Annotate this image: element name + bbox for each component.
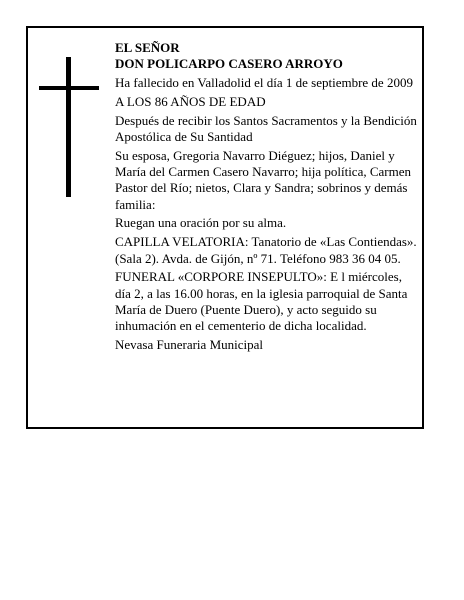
- family-list: Su esposa, Gregoria Navarro Diéguez; hijos, Daniel y María del Carmen Casero Navarro; hija política, Carmen Pastor del Río; nietos, Clara y Sandra; sobrinos y demás familia:: [115, 147, 412, 212]
- deceased-title: EL SEÑOR: [115, 40, 180, 55]
- funeral-home: Nevasa Funeraria Municipal: [115, 337, 264, 353]
- chapel-info: CAPILLA VELATORIA: Tanatorio de «Las Contiendas». (Sala 2). Avda. de Gijón, nº 71. Teléfono 983 36 04 05.: [115, 234, 417, 266]
- death-info: Ha fallecido en Valladolid el día 1 de septiembre de 2009: [115, 75, 413, 91]
- cross-vertical-bar: [66, 57, 71, 197]
- prayer-line: Ruegan una oración por su alma.: [115, 215, 287, 231]
- obituary-notice: [26, 26, 424, 429]
- obituary-text: [115, 40, 420, 356]
- age-line: A LOS 86 AÑOS DE EDAD: [115, 93, 266, 109]
- funeral-info: FUNERAL «CORPORE INSEPULTO»: E l miércoles, día 2, a las 16.00 horas, en la iglesia parroquial de Santa María de Duero (Puente Duero), y acto seguido su inhumación en el cementerio de dicha localidad.: [115, 269, 408, 334]
- deceased-name: DON POLICARPO CASERO ARROYO: [115, 56, 343, 72]
- sacraments-line: Después de recibir los Santos Sacramentos y la Bendición Apostólica de Su Santidad: [115, 112, 417, 144]
- cross-horizontal-bar: [39, 86, 99, 90]
